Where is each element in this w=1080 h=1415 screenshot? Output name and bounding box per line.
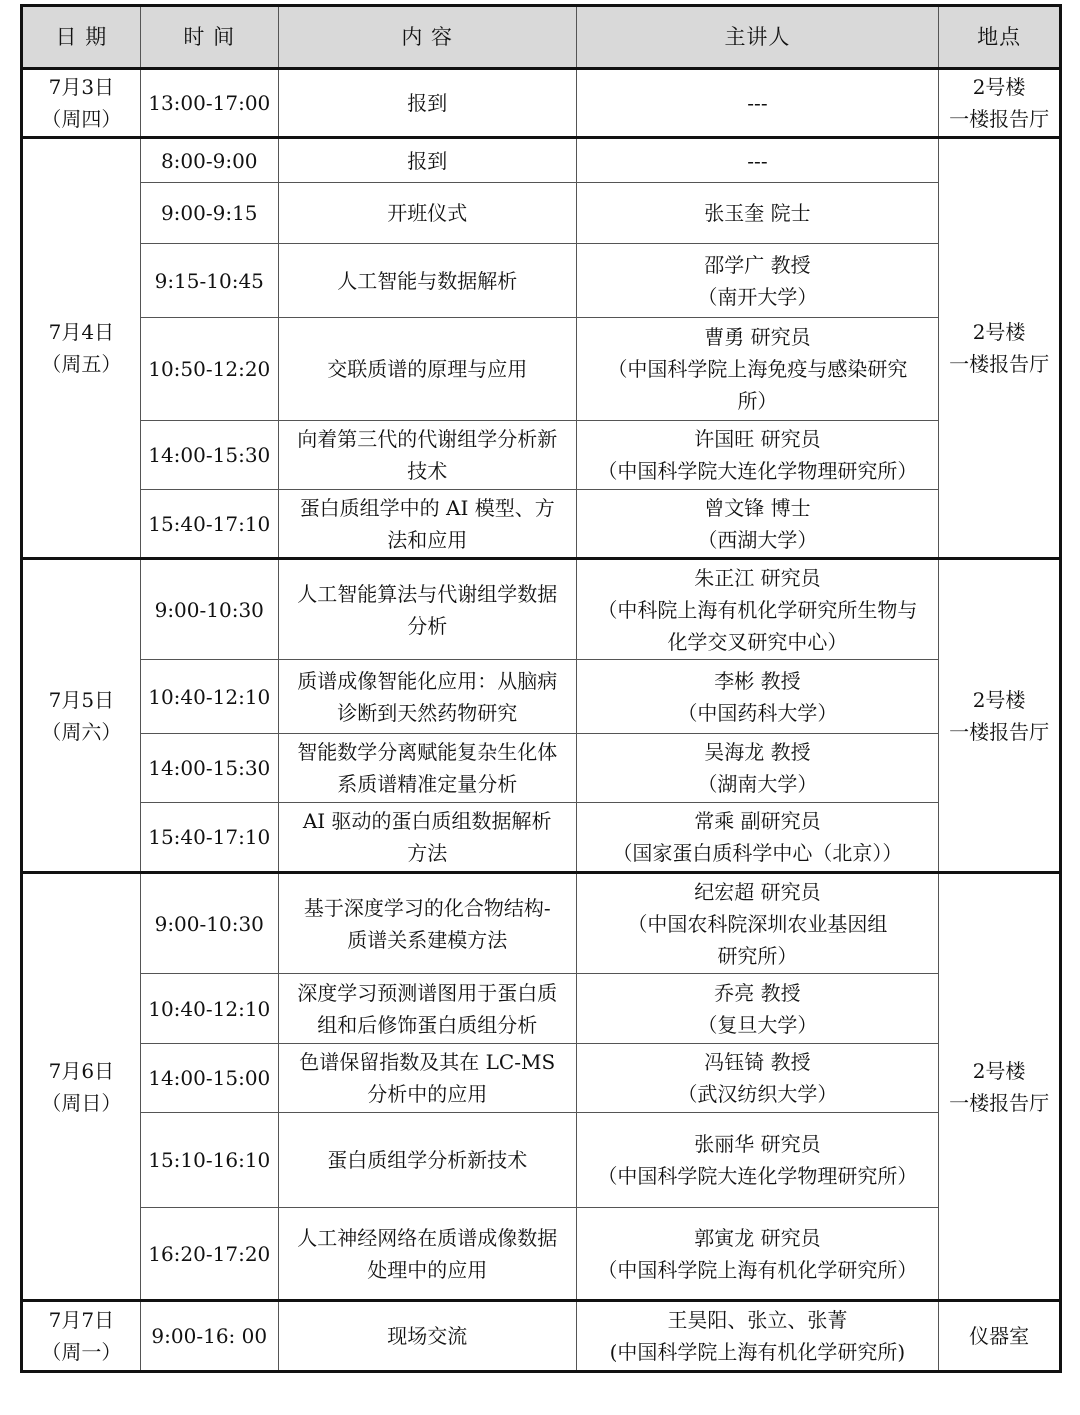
header-time: 时 间 <box>140 6 278 69</box>
location-cell <box>939 138 1061 559</box>
text-line: --- <box>747 91 768 115</box>
topic-cell <box>278 1208 576 1301</box>
topic-cell <box>278 803 576 873</box>
speaker-cell <box>576 660 938 734</box>
time-cell: 15:40-17:10 <box>140 490 278 559</box>
header-topic: 内 容 <box>278 6 576 69</box>
session-row <box>22 183 1061 244</box>
text-line: 质谱关系建模方法 <box>347 927 508 952</box>
text-line: 研究所） <box>717 943 798 968</box>
speaker-cell <box>576 1044 938 1113</box>
topic-cell <box>278 974 576 1044</box>
topic-cell <box>278 421 576 490</box>
text-line: 基于深度学习的化合物结构- <box>303 895 551 920</box>
text-line: 一楼报告厅 <box>949 107 1050 131</box>
topic-cell <box>278 660 576 734</box>
time-cell: 9:00-10:30 <box>140 559 278 660</box>
text-line: （中国科学院大连化学物理研究所） <box>597 459 918 483</box>
date-cell <box>22 559 141 873</box>
text-line: 纪宏超 研究员 <box>694 879 821 904</box>
speaker-cell <box>576 1301 938 1372</box>
text-line: 曹勇 研究员 <box>704 325 811 349</box>
time-cell: 10:40-12:10 <box>140 974 278 1044</box>
topic-cell <box>278 138 576 183</box>
text-line: （湖南大学） <box>697 772 818 796</box>
time-cell: 9:00-10:30 <box>140 873 278 974</box>
text-line: 2号楼 <box>972 687 1026 712</box>
text-line: 7月3日 <box>48 75 115 99</box>
text-line: 方法 <box>407 841 448 865</box>
text-line: 蛋白质组学中的 AI 模型、方 <box>299 495 555 520</box>
speaker-cell <box>576 1208 938 1301</box>
topic-cell <box>278 1044 576 1113</box>
session-row <box>22 1044 1061 1113</box>
text-line: （南开大学） <box>697 284 818 309</box>
text-line: （中科院上海有机化学研究所生物与 <box>597 597 918 622</box>
text-line: 分析 <box>407 613 448 638</box>
time-cell: 14:00-15:00 <box>140 1044 278 1113</box>
text-line: 一楼报告厅 <box>949 719 1050 744</box>
text-line: 曾文锋 博士 <box>704 495 811 520</box>
date-cell <box>22 873 141 1301</box>
time-cell: 16:20-17:20 <box>140 1208 278 1301</box>
text-line: （武汉纺织大学） <box>677 1082 838 1106</box>
text-line: 许国旺 研究员 <box>694 427 821 451</box>
text-line: （中国科学院上海有机化学研究所） <box>597 1257 918 1282</box>
session-row <box>22 873 1061 974</box>
session-row <box>22 490 1061 559</box>
time-cell: 15:40-17:10 <box>140 803 278 873</box>
text-line: 智能数学分离赋能复杂生化体 <box>297 740 558 764</box>
text-line: 常乘 副研究员 <box>694 809 821 833</box>
session-row <box>22 660 1061 734</box>
session-row <box>22 974 1061 1044</box>
text-line: （复旦大学） <box>697 1012 818 1037</box>
header-date: 日 期 <box>22 6 141 69</box>
session-row <box>22 244 1061 318</box>
date-cell <box>22 69 141 138</box>
speaker-cell <box>576 559 938 660</box>
speaker-cell <box>576 974 938 1044</box>
text-line: 法和应用 <box>387 527 468 552</box>
text-line: （周五） <box>41 352 122 376</box>
session-row <box>22 421 1061 490</box>
session-row <box>22 803 1061 873</box>
text-line: 7月7日 <box>48 1308 115 1332</box>
topic-cell <box>278 873 576 974</box>
header-location: 地点 <box>939 6 1061 69</box>
text-line: 张玉奎 院士 <box>704 201 811 225</box>
text-line: 7月6日 <box>48 1058 115 1083</box>
text-line: 2号楼 <box>972 75 1026 99</box>
session-row <box>22 1113 1061 1208</box>
text-line: 报到 <box>407 148 448 173</box>
text-line: 报到 <box>407 91 448 115</box>
time-cell: 10:40-12:10 <box>140 660 278 734</box>
topic-cell <box>278 183 576 244</box>
text-line: （中国药科大学） <box>677 700 838 725</box>
text-line: （中国农科院深圳农业基因组 <box>627 911 888 936</box>
date-cell <box>22 1301 141 1372</box>
speaker-cell <box>576 1113 938 1208</box>
text-line: 交联质谱的原理与应用 <box>327 357 528 381</box>
text-line: 朱正江 研究员 <box>694 565 821 590</box>
text-line: 李彬 教授 <box>714 668 801 693</box>
speaker-cell <box>576 803 938 873</box>
text-line: 技术 <box>407 459 448 483</box>
date-cell <box>22 138 141 559</box>
speaker-cell <box>576 183 938 244</box>
text-line: 化学交叉研究中心） <box>667 629 848 654</box>
topic-cell <box>278 734 576 803</box>
text-line: 仪器室 <box>969 1324 1030 1348</box>
text-line: 质谱成像智能化应用：从脑病 <box>297 668 558 693</box>
text-line: 人工智能算法与代谢组学数据 <box>297 581 558 606</box>
text-line: 乔亮 教授 <box>714 980 801 1005</box>
session-row <box>22 69 1061 138</box>
text-line: （国家蛋白质科学中心（北京）） <box>612 841 903 865</box>
speaker-cell <box>576 138 938 183</box>
topic-cell <box>278 559 576 660</box>
header-speaker: 主讲人 <box>576 6 938 69</box>
text-line: 深度学习预测谱图用于蛋白质 <box>297 980 558 1005</box>
session-row <box>22 1301 1061 1372</box>
text-line: 色谱保留指数及其在 LC-MS <box>299 1050 556 1074</box>
schedule-body <box>22 69 1061 1372</box>
text-line: （周六） <box>41 719 122 744</box>
text-line: （周四） <box>41 107 122 131</box>
text-line: 邵学广 教授 <box>704 252 811 277</box>
text-line: 吴海龙 教授 <box>704 740 811 764</box>
time-cell: 9:00-16: 00 <box>140 1301 278 1372</box>
text-line: 向着第三代的代谢组学分析新 <box>297 427 558 451</box>
text-line: 人工神经网络在质谱成像数据 <box>297 1225 558 1250</box>
text-line: （周日） <box>41 1090 122 1115</box>
speaker-cell <box>576 873 938 974</box>
text-line: 处理中的应用 <box>367 1257 488 1282</box>
time-cell: 14:00-15:30 <box>140 421 278 490</box>
topic-cell <box>278 69 576 138</box>
time-cell: 9:15-10:45 <box>140 244 278 318</box>
text-line: 人工智能与数据解析 <box>337 268 518 293</box>
session-row <box>22 559 1061 660</box>
session-row <box>22 138 1061 183</box>
time-cell: 15:10-16:10 <box>140 1113 278 1208</box>
speaker-cell <box>576 244 938 318</box>
speaker-cell <box>576 734 938 803</box>
text-line: 冯钰锜 教授 <box>704 1050 811 1074</box>
text-line: 7月4日 <box>48 320 115 344</box>
session-row <box>22 1208 1061 1301</box>
text-line: 王昊阳、张立、张菁 <box>667 1308 848 1332</box>
text-line: 分析中的应用 <box>367 1082 488 1106</box>
session-row <box>22 734 1061 803</box>
location-cell <box>939 873 1061 1301</box>
topic-cell <box>278 244 576 318</box>
text-line: 一楼报告厅 <box>949 352 1050 376</box>
topic-cell <box>278 490 576 559</box>
text-line: 现场交流 <box>387 1324 468 1348</box>
text-line: 蛋白质组学分析新技术 <box>327 1148 528 1172</box>
location-cell <box>939 69 1061 138</box>
topic-cell <box>278 318 576 421</box>
text-line: 7月5日 <box>48 687 115 712</box>
time-cell: 10:50-12:20 <box>140 318 278 421</box>
header-row <box>22 6 1061 69</box>
schedule-table <box>20 4 1062 1373</box>
location-cell <box>939 559 1061 873</box>
text-line: （西湖大学） <box>697 527 818 552</box>
text-line: 系质谱精准定量分析 <box>337 772 518 796</box>
session-row <box>22 318 1061 421</box>
text-line: 开班仪式 <box>387 201 468 225</box>
text-line: 所） <box>737 389 778 413</box>
text-line: 一楼报告厅 <box>949 1090 1050 1115</box>
time-cell: 14:00-15:30 <box>140 734 278 803</box>
text-line: --- <box>747 148 768 173</box>
time-cell: 13:00-17:00 <box>140 69 278 138</box>
text-line: 组和后修饰蛋白质组分析 <box>317 1012 538 1037</box>
text-line: 2号楼 <box>972 320 1026 344</box>
text-line: (中国科学院上海有机化学研究所) <box>609 1340 906 1364</box>
speaker-cell <box>576 421 938 490</box>
location-cell <box>939 1301 1061 1372</box>
speaker-cell <box>576 69 938 138</box>
topic-cell <box>278 1113 576 1208</box>
text-line: （中国科学院上海免疫与感染研究 <box>607 357 908 381</box>
text-line: （中国科学院大连化学物理研究所） <box>597 1164 918 1188</box>
time-cell: 9:00-9:15 <box>140 183 278 244</box>
time-cell: 8:00-9:00 <box>140 138 278 183</box>
text-line: （周一） <box>41 1340 122 1364</box>
text-line: AI 驱动的蛋白质组数据解析 <box>302 809 552 833</box>
text-line: 2号楼 <box>972 1058 1026 1083</box>
speaker-cell <box>576 490 938 559</box>
text-line: 郭寅龙 研究员 <box>694 1225 821 1250</box>
speaker-cell <box>576 318 938 421</box>
text-line: 张丽华 研究员 <box>694 1132 821 1156</box>
text-line: 诊断到天然药物研究 <box>337 700 518 725</box>
topic-cell <box>278 1301 576 1372</box>
